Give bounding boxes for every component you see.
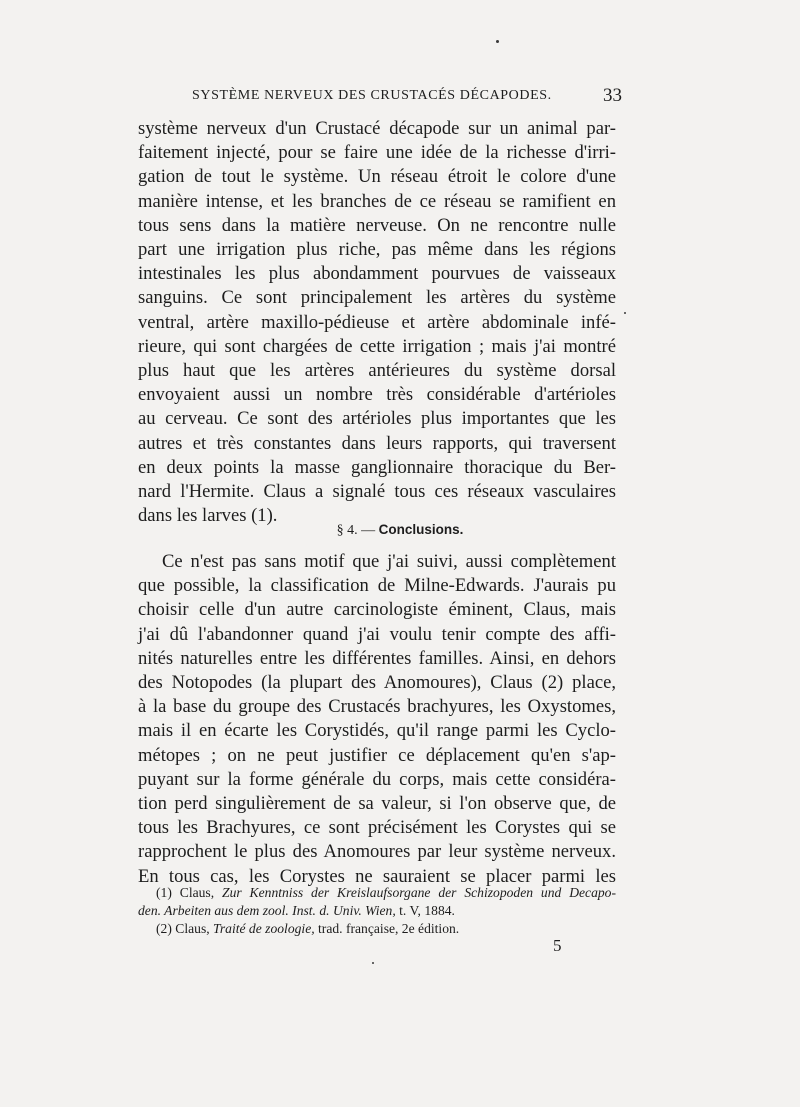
- section-title: Conclusions.: [378, 522, 464, 537]
- text-line: puyant sur la forme générale du corps, mais cette considéra-: [138, 768, 616, 790]
- paragraph-2: [138, 550, 616, 889]
- text-line: manière intense, et les branches de ce réseau se ramifient en: [138, 190, 616, 212]
- footnote-author: Claus,: [179, 885, 215, 900]
- header-title: SYSTÈME NERVEUX DES CRUSTACÉS DÉCAPODES.: [192, 88, 552, 103]
- text-line: tous les Brachyures, ce sont précisément les Corystes qui se: [138, 817, 616, 839]
- footnote-title: den. Arbeiten aus dem zool. Inst. d. Univ. Wien,: [138, 903, 396, 918]
- text-line: dans les larves (1).: [138, 505, 278, 527]
- text-line: système nerveux d'un Crustacé décapode sur un animal par-: [138, 118, 616, 139]
- paper-speck: [496, 40, 499, 43]
- text-line: gation de tout le système. Un réseau étroit le colore d'une: [138, 166, 616, 188]
- footnote-1-line-1: [138, 884, 616, 902]
- footnotes: [138, 884, 616, 938]
- footnote-1-line-2: [138, 902, 616, 920]
- text-line: faitement injecté, pour se faire une idée de la richesse d'irri-: [138, 142, 616, 164]
- footnote-title: Traité de zoologie,: [213, 921, 315, 936]
- footnote-2: [138, 920, 616, 938]
- text-line: que possible, la classification de Milne-Edwards. J'aurais pu: [138, 575, 616, 597]
- text-line: au cerveau. Ce sont des artérioles plus importantes que les: [138, 408, 616, 430]
- text-line: tous sens dans la matière nerveuse. On ne rencontre nulle: [138, 214, 616, 236]
- signature-mark: 5: [553, 936, 562, 955]
- footnote-title: Zur Kenntniss der Kreislaufsorgane der Schizopoden und Decapo-: [222, 885, 616, 900]
- text-line: mais il en écarte les Corystidés, qu'il range parmi les Cyclo-: [138, 720, 616, 742]
- text-line: envoyaient aussi un nombre très considérable d'artérioles: [138, 384, 616, 406]
- text-line: métopes ; on ne peut justifier ce déplacement qu'en s'ap-: [138, 744, 616, 766]
- text-line: part une irrigation plus riche, pas même dans les régions: [138, 239, 616, 261]
- text-line: rapprochent le plus des Anomoures par leur système nerveux.: [138, 841, 616, 863]
- page-number: 33: [603, 85, 622, 106]
- text-line: Ce n'est pas sans motif que j'ai suivi, aussi complètement: [162, 551, 616, 572]
- text-line: intestinales les plus abondamment pourvues de vaisseaux: [138, 263, 616, 285]
- section-heading: [0, 522, 800, 539]
- text-line: autres et très constantes dans leurs rapports, qui traversent: [138, 432, 616, 454]
- section-dash: —: [361, 523, 376, 538]
- footnote-reference: t. V, 1884.: [399, 903, 455, 918]
- footnote-reference: trad. française, 2e édition.: [318, 921, 460, 936]
- text-line: en deux points la masse ganglionnaire thoracique du Ber-: [138, 456, 616, 478]
- text-line: ventral, artère maxillo-pédieuse et artère abdominale infé-: [138, 311, 616, 333]
- paragraph-1: [138, 117, 616, 528]
- footnote-marker: (2): [156, 921, 172, 936]
- text-line: nités naturelles entre les différentes familles. Ainsi, en dehors: [138, 647, 616, 669]
- paper-speck: [372, 962, 374, 964]
- text-line: j'ai dû l'abandonner quand j'ai voulu tenir compte des affi-: [138, 623, 616, 645]
- text-line: nard l'Hermite. Claus a signalé tous ces réseaux vasculaires: [138, 481, 616, 503]
- text-line: tion perd singulièrement de sa valeur, si l'on observe que, de: [138, 793, 616, 815]
- text-line: plus haut que les artères antérieures du système dorsal: [138, 360, 616, 382]
- text-line: à la base du groupe des Crustacés brachyures, les Oxystomes,: [138, 696, 616, 718]
- footnote-marker: (1): [156, 885, 172, 900]
- text-line: En tous cas, les Corystes ne sauraient se placer parmi les: [138, 865, 616, 887]
- text-line: choisir celle d'un autre carcinologiste éminent, Claus, mais: [138, 599, 616, 621]
- text-line: rieure, qui sont chargées de cette irrigation ; mais j'ai montré: [138, 335, 616, 357]
- running-header: [192, 85, 622, 106]
- text-line: des Notopodes (la plupart des Anomoures), Claus (2) place,: [138, 672, 616, 694]
- text-line: sanguins. Ce sont principalement les artères du système: [138, 287, 616, 309]
- footnote-author: Claus,: [175, 921, 210, 936]
- section-number: § 4.: [336, 523, 358, 538]
- paper-speck: [624, 312, 626, 314]
